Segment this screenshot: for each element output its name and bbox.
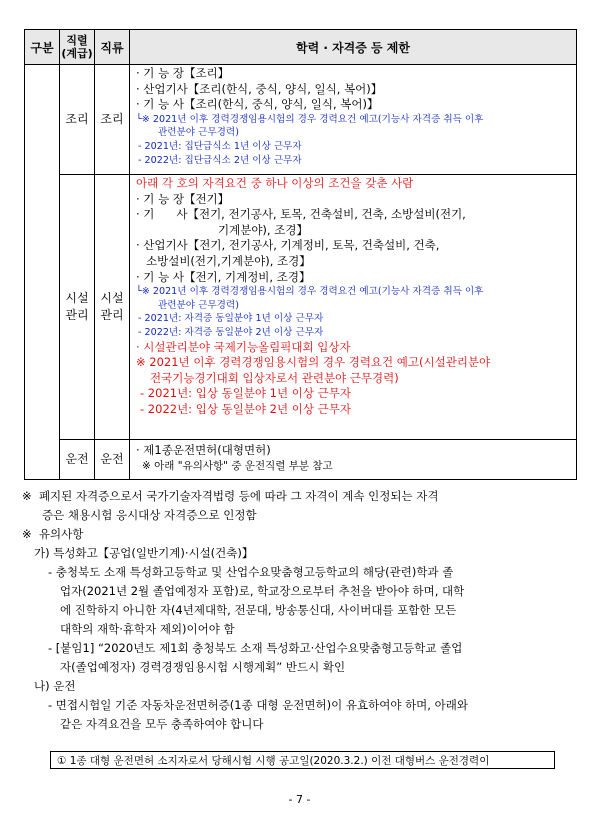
- table-row-cook: [25, 65, 577, 175]
- req-line: ※ 2021년 이후 경력경쟁임용시험의 경우 경력요건 예고(시설관리분야: [136, 355, 491, 370]
- header-requirements: 학력 · 자격증 등 제한: [130, 30, 577, 65]
- req-line: · 시설관리분야 국제기능올림픽대회 입상자: [136, 339, 351, 354]
- req-line: 아래 각 호의 자격요건 중 하나 이상의 조건을 갖춘 사람: [136, 176, 414, 190]
- notes-section: [18, 487, 578, 734]
- row-cook-requirements: [130, 65, 577, 175]
- note-line: 증은 채용시험 응시대상 자격증으로 인정함: [42, 508, 257, 522]
- row-cook-series: 조리: [60, 65, 95, 175]
- note-line: 대학의 재학·휴학자 제외)이어야 함: [60, 622, 235, 636]
- row-driver-type: 운전: [95, 440, 130, 480]
- row-cook-type: 조리: [95, 65, 130, 175]
- header-series-line2: (계급): [61, 47, 93, 60]
- row-facility-type: [95, 175, 130, 440]
- req-note: - 2021년: 집단급식소 1년 이상 근무자: [138, 140, 302, 152]
- table-row-facility: [25, 175, 577, 440]
- row-facility-series-2: 관리: [65, 308, 89, 322]
- note-line: 나) 운전: [34, 679, 76, 693]
- note-line: 같은 자격요건을 모두 충족하여야 합니다: [60, 717, 264, 731]
- req-line: · 제1종운전면허(대형면허): [136, 443, 271, 457]
- req-note: - 2022년: 집단급식소 2년 이상 근무자: [138, 154, 302, 166]
- row-driver-series: 운전: [60, 440, 95, 480]
- req-note: └※ 2021년 이후 경력경쟁임용시험의 경우 경력요건 예고(기능사 자격증 취득 이후: [136, 286, 484, 298]
- qualification-table: [24, 29, 577, 480]
- req-line: 소방설비(전기,기계분야), 조경】: [146, 253, 311, 268]
- req-line: · 산업기사【전기, 전기공사, 기계정비, 토목, 건축설비, 건축,: [136, 238, 440, 253]
- row-driver-requirements: [130, 440, 577, 480]
- boxed-condition-note: ① 1종 대형 운전면허 소지자로서 당해시험 시행 공고일(2020.3.2.) 이전 대형버스 운전경력이: [50, 751, 555, 769]
- req-line: · 기 능 장【조리】: [136, 66, 230, 80]
- req-line: ※ 아래 "유의사항" 중 운전직렬 부분 참고: [142, 459, 333, 472]
- note-line: 에 진학하지 아니한 자(4년제대학, 전문대, 방송통신대, 사이버대를 포함한 모든: [60, 603, 457, 617]
- note-line: ※ 폐지된 자격증으로서 국가기술자격법령 등에 따라 그 자격이 계속 인정되는 자격: [22, 489, 439, 503]
- row-facility-requirements: [130, 175, 577, 440]
- note-line: ※ 유의사항: [22, 527, 84, 541]
- note-line: 가) 특성화고【공업(일반기계)·시설(건축)】: [34, 546, 254, 560]
- header-division: 구분: [25, 30, 60, 65]
- req-note: - 2022년: 자격증 동일분야 2년 이상 근무자: [138, 326, 324, 338]
- header-series: [60, 30, 95, 65]
- row-driver-empty-cell: [25, 440, 60, 480]
- header-type: 직류: [95, 30, 130, 65]
- note-line: 업자(2021년 2월 졸업예정자 포함)로, 학교장으로부터 추천을 받아야 하며, 대학: [60, 584, 465, 598]
- table-row-driver: [25, 440, 577, 480]
- row-facility-type-1: 시설: [100, 291, 124, 305]
- req-line: - 2022년: 입상 동일분야 2년 이상 근무자: [140, 401, 351, 416]
- req-line: · 산업기사【조리(한식, 중식, 양식, 일식, 복어)】: [136, 81, 383, 96]
- row-cook-empty-cell: [25, 65, 60, 175]
- row-facility-type-2: 관리: [100, 308, 124, 322]
- row-facility-series: [60, 175, 95, 440]
- req-note: 관련분야 근무경력): [158, 127, 239, 139]
- req-line: · 기 능 사【조리(한식, 중식, 양식, 일식, 복어)】: [136, 97, 379, 112]
- note-line: 자(졸업예정자) 경력경쟁임용시험 시행계획” 반드시 확인: [60, 660, 346, 674]
- page-number: - 7 -: [288, 793, 311, 806]
- req-line: 기계분야), 조경】: [218, 222, 308, 237]
- req-line: · 기 사【전기, 전기공사, 토목, 건축설비, 건축, 소방설비(전기,: [136, 207, 466, 222]
- note-line: - 면접시험일 기준 자동차운전면허증(1종 대형 운전면허)이 유효하여야 하며, 아래와: [48, 698, 468, 712]
- note-line: - 충청북도 소재 특성화고등학교 및 산업수요맞춤형고등학교의 해당(관련)학과 졸: [48, 565, 454, 579]
- req-line: 전국기능경기대회 입상자로서 관련분야 근무경력): [150, 370, 399, 385]
- req-line: · 기 능 사【전기, 기계정비, 조경】: [136, 269, 311, 284]
- req-note: 관련분야 근무경력): [158, 299, 239, 311]
- header-series-line1: 직렬: [66, 34, 88, 47]
- req-note: - 2021년: 자격증 동일분야 1년 이상 근무자: [138, 313, 324, 325]
- req-line: · 기 능 장【전기】: [136, 191, 230, 206]
- req-line: - 2021년: 입상 동일분야 1년 이상 근무자: [140, 386, 351, 401]
- req-note: └※ 2021년 이후 경력경쟁임용시험의 경우 경력요건 예고(기능사 자격증 취득 이후: [136, 113, 484, 125]
- table-header-row: [25, 30, 577, 65]
- row-facility-empty-cell: [25, 175, 60, 440]
- note-line: - [붙임1] “2020년도 제1회 충청북도 소재 특성화고·산업수요맞춤형고등학교 졸업: [48, 641, 463, 655]
- row-facility-series-1: 시설: [65, 291, 89, 305]
